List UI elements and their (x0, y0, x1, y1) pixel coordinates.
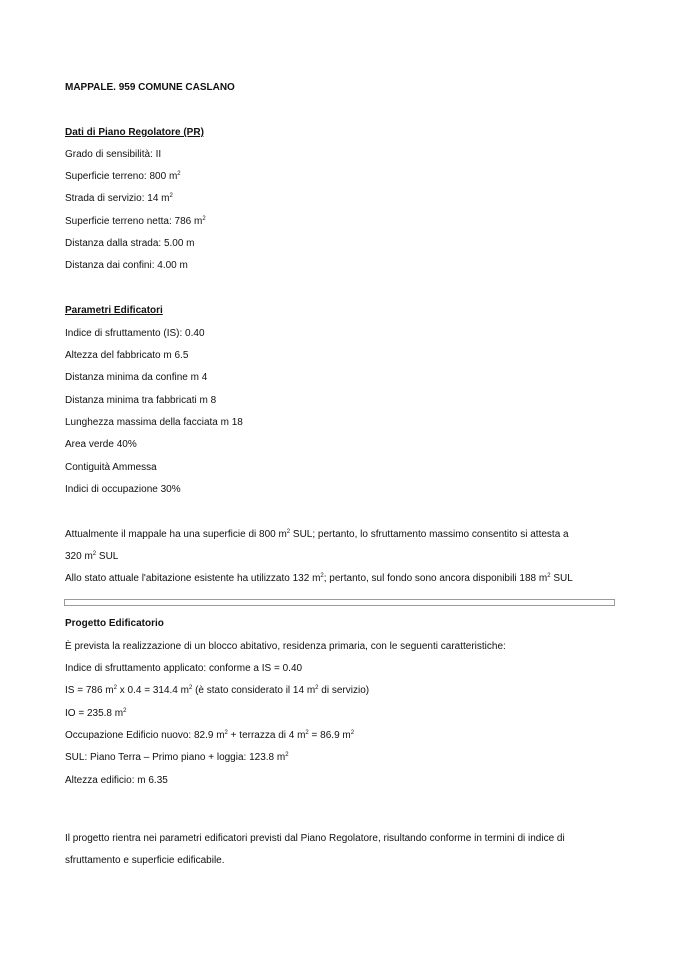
parametri-section-heading: Parametri Edificatori (65, 305, 163, 316)
stato-paragraph-line: 320 $m^2$ SUL (65, 551, 119, 562)
stato-paragraph-line: Attualmente il mappale ha una superficie di 800 $m^2$ SUL; pertanto, lo sfruttamento massimo consentito si attesta a (65, 529, 569, 540)
pr-strada-servizio: Strada di servizio: 14 $m^2$ (65, 193, 173, 204)
stato-paragraph-line: Allo stato attuale l'abitazione esistente ha utilizzato 132 $m^2$; pertanto, sul fondo sono ancora disponibili 188 $m^2$ SUL (65, 573, 573, 584)
pr-distanza-confini: Distanza dai confini: 4.00 m (65, 260, 188, 271)
parametri-item: Distanza minima da confine m 4 (65, 372, 208, 383)
progetto-is-formula: IS = 786 $m^2$ x 0.4 = 314.4 $m^2$ (è stato considerato il 14 $m^2$ di servizio) (65, 685, 370, 696)
progetto-section-heading: Progetto Edificatorio (65, 618, 164, 629)
pr-grado-sensibilita: Grado di sensibilità: II (65, 149, 162, 160)
progetto-indice-applicato: Indice di sfruttamento applicato: conforme a IS = 0.40 (65, 663, 303, 674)
parametri-item: Indice di sfruttamento (IS): 0.40 (65, 328, 205, 339)
conclusione-line: Il progetto rientra nei parametri edificatori previsti dal Piano Regolatore, risultando conforme in termini di indice di (65, 833, 565, 844)
horizontal-divider (64, 599, 615, 606)
progetto-sul: SUL: Piano Terra – Primo piano + loggia: 123.8 $m^2$ (65, 752, 289, 763)
progetto-intro: È prevista la realizzazione di un blocco abitativo, residenza primaria, con le seguenti caratteristiche: (65, 641, 506, 652)
document-title: MAPPALE. 959 COMUNE CASLANO (65, 82, 235, 93)
pr-superficie-netta: Superficie terreno netta: 786 $m^2$ (65, 216, 206, 227)
parametri-item: Distanza minima tra fabbricati m 8 (65, 395, 217, 406)
parametri-item: Indici di occupazione 30% (65, 484, 181, 495)
pr-distanza-strada: Distanza dalla strada: 5.00 m (65, 238, 195, 249)
pr-section-heading: Dati di Piano Regolatore (PR) (65, 127, 204, 138)
parametri-item: Lunghezza massima della facciata m 18 (65, 417, 243, 428)
progetto-io-value: IO = 235.8 $m^2$ (65, 708, 127, 719)
parametri-item: Altezza del fabbricato m 6.5 (65, 350, 189, 361)
parametri-item: Area verde 40% (65, 439, 137, 450)
pr-superficie-terreno: Superficie terreno: 800 $m^2$ (65, 171, 181, 182)
progetto-occupazione: Occupazione Edificio nuovo: 82.9 $m^2$ + terrazza di 4 $m^2 = 86.9$ $m^2$ (65, 730, 355, 741)
progetto-altezza: Altezza edificio: m 6.35 (65, 775, 168, 786)
conclusione-line: sfruttamento e superficie edificabile. (65, 855, 225, 866)
parametri-item: Contiguità Ammessa (65, 462, 157, 473)
